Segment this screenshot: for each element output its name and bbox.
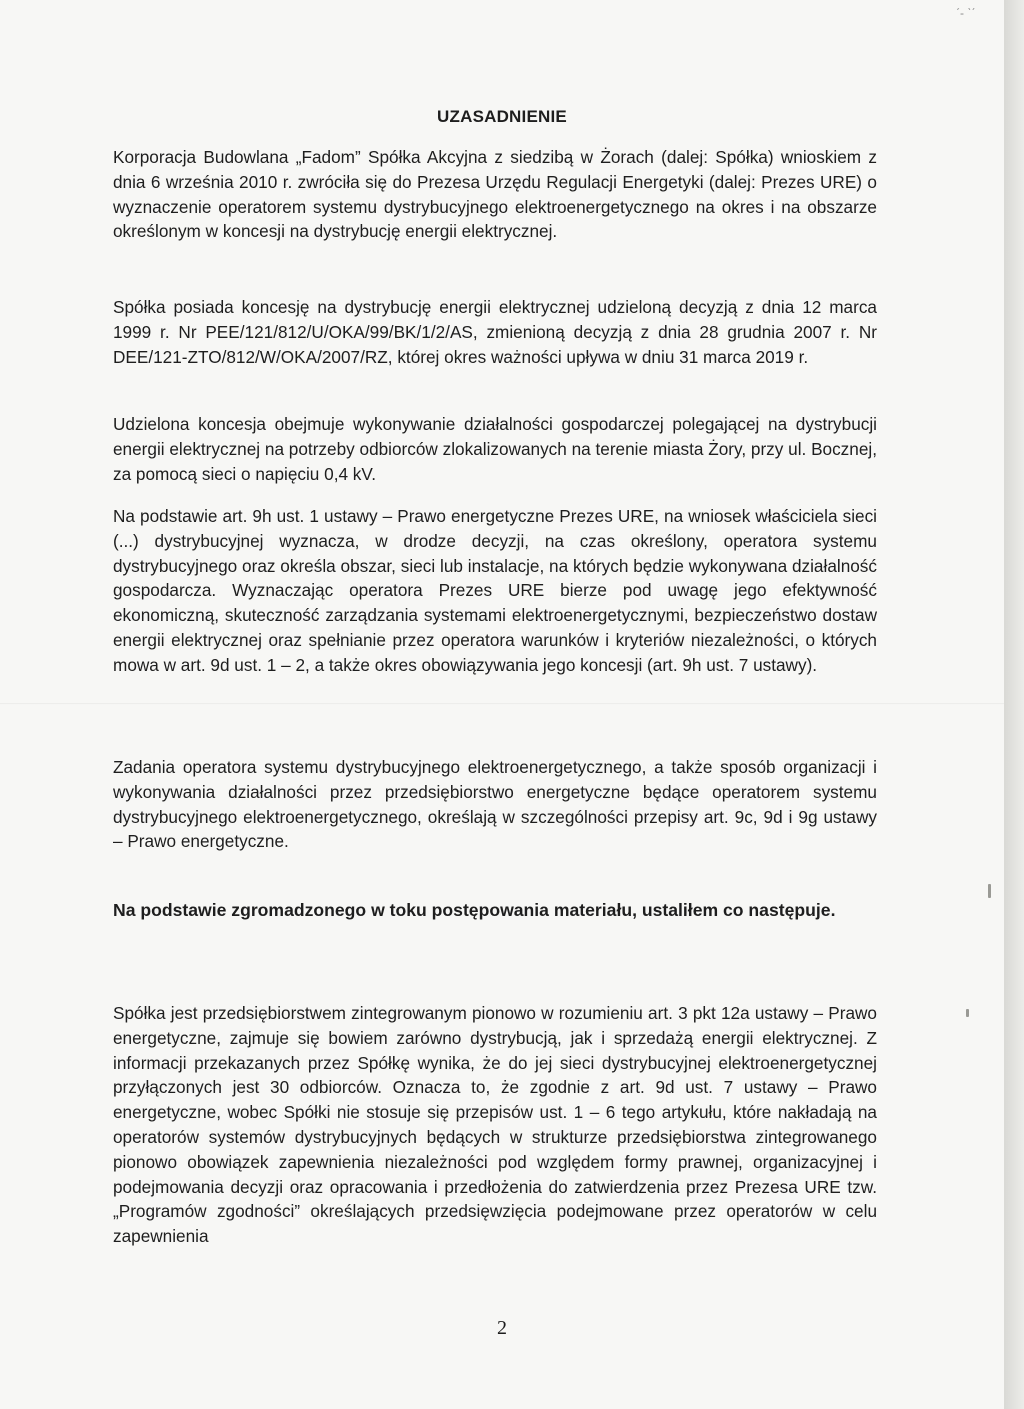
paper-fold-line xyxy=(0,703,1004,705)
paragraph-legal-basis: Na podstawie art. 9h ust. 1 ustawy – Prawo energetyczne Prezes URE, na wniosek właściciela sieci (...) dystrybucyjnej wyznacza, w drodze decyzji, na czas określony, operatora systemu dystrybucyjnego oraz określa obszar, sieci lub instalacje, na których będzie wykonywana działalność gospodarcza. Wyznaczając operatora Prezes URE bierze pod uwagę jego efektywność ekonomiczną, skuteczność zarządzania systemami elektroenergetycznymi, bezpieczeństwo dostaw energii elektrycznej oraz spełnianie przez operatora warunków i kryteriów niezależności, o których mowa w art. 9d ust. 1 – 2, a także okres obowiązywania jego koncesji (art. 9h ust. 7 ustawy). xyxy=(113,506,877,675)
paragraph-findings-heading: Na podstawie zgromadzonego w toku postępowania materiału, ustaliłem co następuje. xyxy=(113,900,836,920)
paragraph-license: Spółka posiada koncesję na dystrybucję energii elektrycznej udzieloną decyzją z dnia 12 marca 1999 r. Nr PEE/121/812/U/OKA/99/BK/1/2/AS, zmienioną decyzją z dnia 28 grudnia 2007 r. Nr DEE/121-ZTO/812/W/OKA/2007/RZ, której okres ważności upływa w dniu 31 marca 2019 r. xyxy=(113,297,877,367)
scan-speck xyxy=(988,884,991,898)
paragraph-applicant: Korporacja Budowlana „Fadom” Spółka Akcyjna z siedzibą w Żorach (dalej: Spółka) wnioskiem z dnia 6 września 2010 r. zwróciła się do Prezesa Urzędu Regulacji Energetyki (dalej: Prezes URE) o wyznaczenie operatorem systemu dystrybucyjnego elektroenergetycznego na okres i na obszarze określonym w koncesji na dystrybucję energii elektrycznej. xyxy=(113,147,877,242)
paragraph-scope: Udzielona koncesja obejmuje wykonywanie działalności gospodarczej polegającej na dystrybucji energii elektrycznej na potrzeby odbiorców zlokalizowanych na terenie miasta Żory, przy ul. Bocznej, za pomocą sieci o napięciu 0,4 kV. xyxy=(113,414,877,484)
document-title: UZASADNIENIE xyxy=(437,107,567,126)
corner-mark: ˊ- ˋˊ xyxy=(956,6,976,20)
scan-speck xyxy=(966,1009,969,1017)
page-number: 2 xyxy=(497,1317,507,1339)
paragraph-operator-tasks: Zadania operatora systemu dystrybucyjnego elektroenergetycznego, a także sposób organizacji i wykonywania działalności przez przedsiębiorstwo energetyczne będące operatorem systemu dystrybucyjnego elektroenergetycznego, określają w szczególności przepisy art. 9c, 9d i 9g ustawy – Prawo energetyczne. xyxy=(113,757,877,852)
scan-edge xyxy=(1004,0,1024,1409)
paragraph-findings: Spółka jest przedsiębiorstwem zintegrowanym pionowo w rozumieniu art. 3 pkt 12a ustawy – Prawo energetyczne, zajmuje się bowiem zarówno dystrybucją, jak i sprzedażą energii elektrycznej. Z informacji przekazanych przez Spółkę wynika, że do jej sieci dystrybucyjnej elektroenergetycznej przyłączonych jest 30 odbiorców. Oznacza to, że zgodnie z art. 9d ust. 7 ustawy – Prawo energetyczne, wobec Spółki nie stosuje się przepisów ust. 1 – 6 tego artykułu, które nakładają na operatorów systemów dystrybucyjnych będących w strukturze przedsiębiorstwa zintegrowanego pionowo obowiązek zapewnienia niezależności pod względem formy prawnej, organizacyjnej i podejmowania decyzji oraz opracowania i przedłożenia do zatwierdzenia przez Prezesa URE tzw. „Programów zgodności” określających przedsięwzięcia podejmowane przez operatorów w celu zapewnienia xyxy=(113,1003,877,1247)
